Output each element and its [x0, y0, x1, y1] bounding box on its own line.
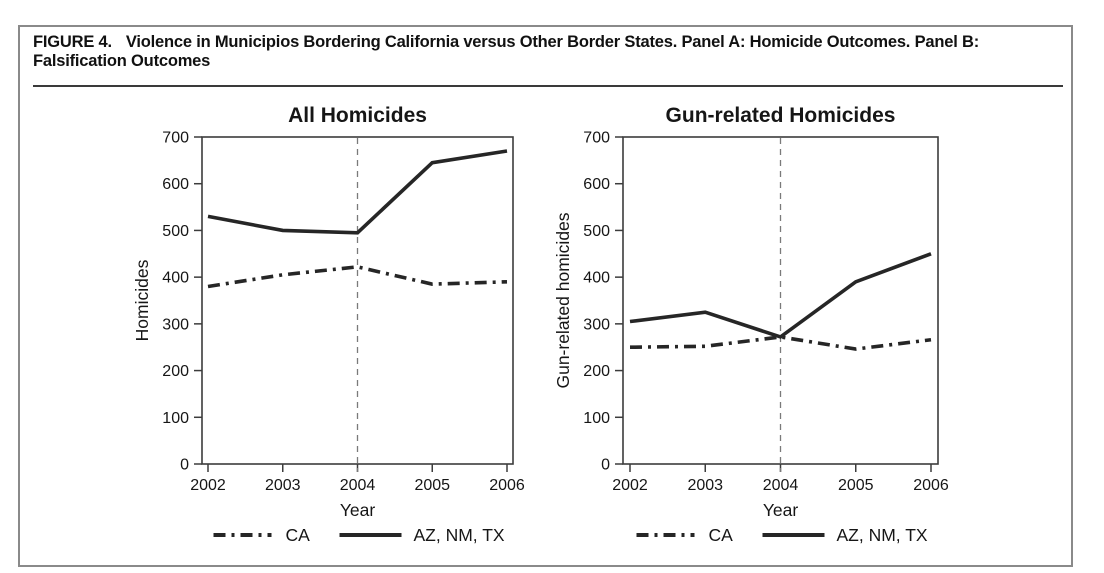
y-axis-tick-label: 100: [162, 409, 189, 427]
y-axis-tick-label: 400: [583, 269, 610, 287]
y-axis-tick-label: 700: [162, 129, 189, 147]
panel-title: All Homicides: [288, 104, 427, 127]
legend-label-ca: CA: [708, 525, 733, 545]
y-axis-tick-label: 0: [601, 456, 610, 474]
x-axis-tick-label: 2002: [612, 477, 648, 494]
y-axis-tick-label: 600: [162, 176, 189, 194]
x-axis-tick-label: 2004: [762, 477, 799, 494]
y-axis-title: Gun-related homicides: [553, 212, 573, 389]
y-axis-tick-label: 300: [583, 316, 610, 334]
legend-label-ca: CA: [285, 525, 310, 545]
x-axis-tick-label: 2002: [190, 477, 226, 494]
y-axis-tick-label: 700: [583, 129, 610, 147]
y-axis-tick-label: 100: [583, 409, 610, 427]
figure-label: FIGURE 4.: [33, 33, 112, 51]
y-axis-tick-label: 600: [583, 176, 610, 194]
y-axis-title: Homicides: [132, 259, 152, 342]
x-axis-title: Year: [339, 500, 376, 520]
y-axis-tick-label: 500: [162, 222, 189, 240]
x-axis-tick-label: 2005: [414, 477, 451, 494]
y-axis-tick-label: 300: [162, 316, 189, 334]
y-axis-tick-label: 200: [583, 363, 610, 381]
y-axis-tick-label: 400: [162, 269, 189, 287]
legend-label-az-nm-tx: AZ, NM, TX: [413, 525, 505, 545]
legend-label-az-nm-tx: AZ, NM, TX: [836, 525, 928, 545]
caption-rule: [33, 85, 1063, 87]
x-axis-tick-label: 2003: [687, 477, 724, 494]
x-axis-tick-label: 2004: [339, 477, 376, 494]
y-axis-tick-label: 0: [180, 456, 189, 474]
x-axis-tick-label: 2006: [913, 477, 949, 494]
figure-title: Violence in Municipios Bordering California versus Other Border States. Panel A: Homicide Outcomes. Panel B: Falsification Outcomes: [33, 33, 979, 70]
panel-a-all-homicides-chart: [130, 98, 556, 560]
x-axis-tick-label: 2005: [837, 477, 874, 494]
y-axis-tick-label: 200: [162, 363, 189, 381]
x-axis-title: Year: [762, 500, 799, 520]
x-axis-tick-label: 2006: [489, 477, 525, 494]
y-axis-tick-label: 500: [583, 222, 610, 240]
x-axis-tick-label: 2003: [264, 477, 301, 494]
panel-b-gun-related-homicides-chart: [552, 98, 986, 560]
panel-title: Gun-related Homicides: [665, 104, 896, 127]
figure-caption: [33, 33, 1041, 71]
